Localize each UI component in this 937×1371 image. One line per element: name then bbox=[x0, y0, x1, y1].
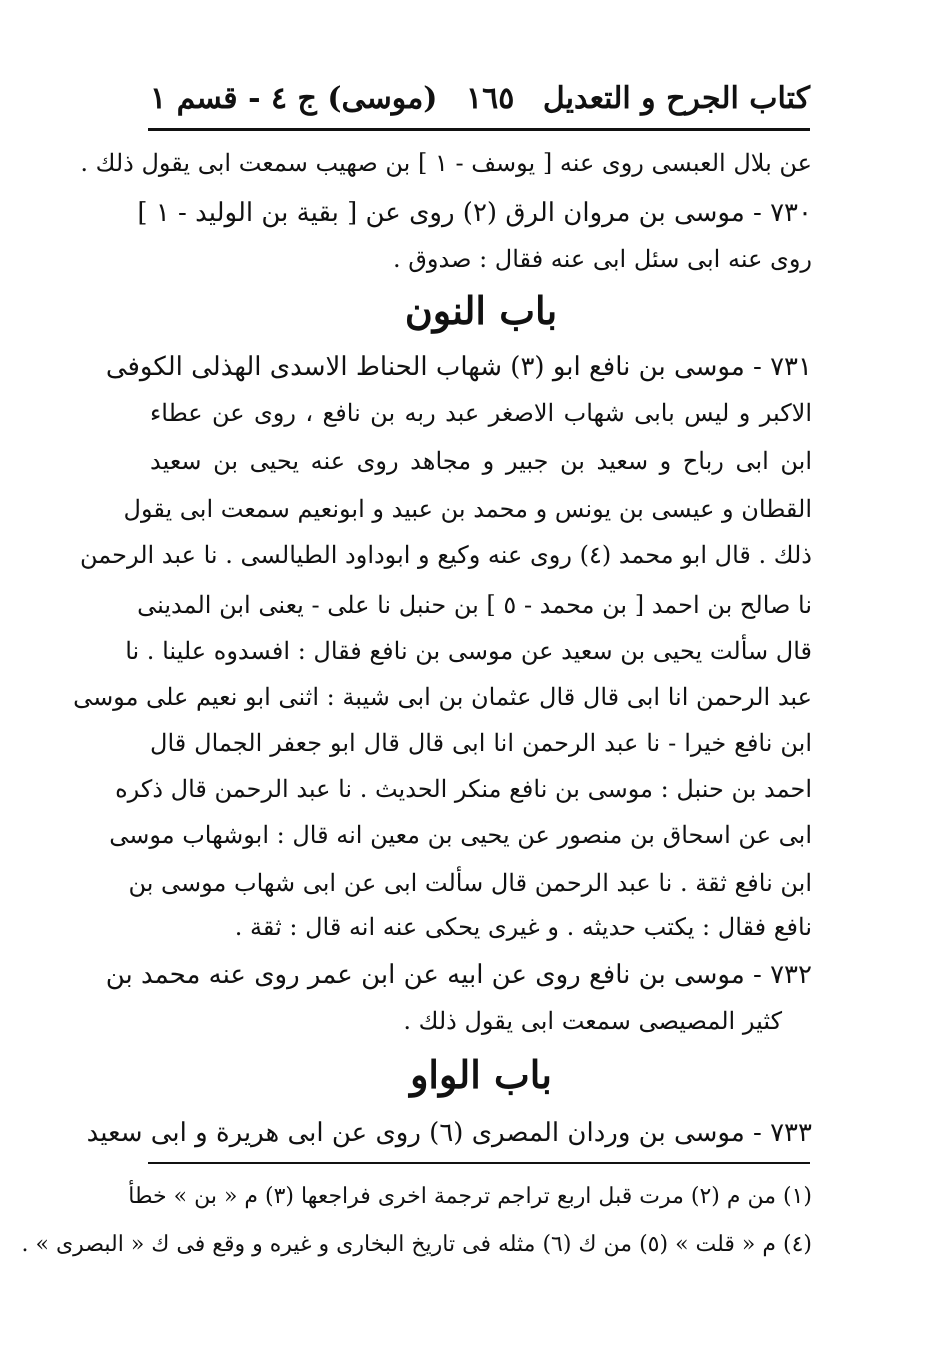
text-line: القطان و عيسى بن يونس و محمد بن عبيد و ابونعيم سمعت ابى يقول bbox=[123, 495, 812, 523]
volume-label: (موسى) ج ٤ - قسم ١ bbox=[150, 80, 438, 116]
text-line: عن بلال العبسى روى عنه [ يوسف - ١ ] بن صهيب سمعت ابى يقول ذلك . bbox=[80, 149, 812, 177]
entry-line: ٧٣٠ - موسى بن مروان الرق (٢) روى عن [ بقية بن الوليد - ١ ] bbox=[137, 198, 812, 228]
page-number: ١٦٥ bbox=[466, 80, 515, 116]
section-title-waw: باب الواو bbox=[410, 1052, 552, 1097]
entry-line: ٧٣٣ - موسى بن وردان المصرى (٦) روى عن ابى هريرة و ابى سعيد bbox=[86, 1118, 812, 1148]
text-line: كثير المصيصى سمعت ابى يقول ذلك . bbox=[403, 1007, 782, 1035]
header-rule bbox=[148, 128, 810, 131]
entry-line: ٧٣٢ - موسى بن نافع روى عن ابيه عن ابن عمر روى عنه محمد بن bbox=[105, 960, 812, 990]
text-line: قال سألت يحيى بن سعيد عن موسى بن نافع فقال : افسدوه علينا . نا bbox=[125, 637, 812, 665]
text-line: ذلك . قال ابو محمد (٤) روى عنه وكيع و ابوداود الطيالسى . نا عبد الرحمن bbox=[79, 541, 812, 569]
text-line: ابى عن اسحاق بن منصور عن يحيى بن معين انه قال : ابوشهاب موسى bbox=[109, 821, 812, 849]
footnote-line: (١) من م (٢) مرت قبل اربع تراجم ترجمة اخرى فراجعها (٣) م « بن » خطأ bbox=[128, 1184, 812, 1209]
text-line: ابن نافع خيرا - نا عبد الرحمن انا ابى قال قال ابو جعفر الجمال قال bbox=[150, 729, 812, 757]
section-title-nun: باب النون bbox=[404, 288, 558, 333]
text-line: الاكبر و ليس بابى شهاب الاصغر عبد ربه بن نافع ، روى عن عطاء bbox=[150, 399, 812, 427]
text-line: روى عنه ابى سئل ابى عنه فقال : صدوق . bbox=[393, 245, 812, 273]
text-line: ابن ابى رباح و سعيد بن جبير و مجاهد روى عنه يحيى بن سعيد bbox=[150, 447, 812, 475]
footnote-line: (٤) م « قلت » (٥) من ك (٦) مثله فى تاريخ البخارى و غيره و وقع فى ك « البصرى » . bbox=[21, 1232, 812, 1257]
text-line: ابن نافع ثقة . نا عبد الرحمن قال سألت ابى عن ابى شهاب موسى بن bbox=[128, 869, 812, 897]
entry-line: ٧٣١ - موسى بن نافع ابو (٣) شهاب الحناط الاسدى الهذلى الكوفى bbox=[105, 352, 812, 382]
text-line: احمد بن حنبل : موسى بن نافع منكر الحديث . نا عبد الرحمن قال ذكره bbox=[115, 775, 812, 803]
footnote-rule bbox=[148, 1162, 810, 1164]
text-line: عبد الرحمن انا ابى قال قال عثمان بن ابى شيبة : اثنى ابو نعيم على موسى bbox=[73, 683, 812, 711]
text-line: نافع فقال : يكتب حديثه . و غيرى يحكى عنه انه قال : ثقة . bbox=[234, 913, 812, 941]
page-header bbox=[150, 74, 810, 122]
book-title: كتاب الجرح و التعديل bbox=[542, 80, 810, 116]
text-line: نا صالح بن احمد [ بن محمد - ٥ ] بن حنبل نا على - يعنى ابن المدينى bbox=[137, 591, 812, 619]
